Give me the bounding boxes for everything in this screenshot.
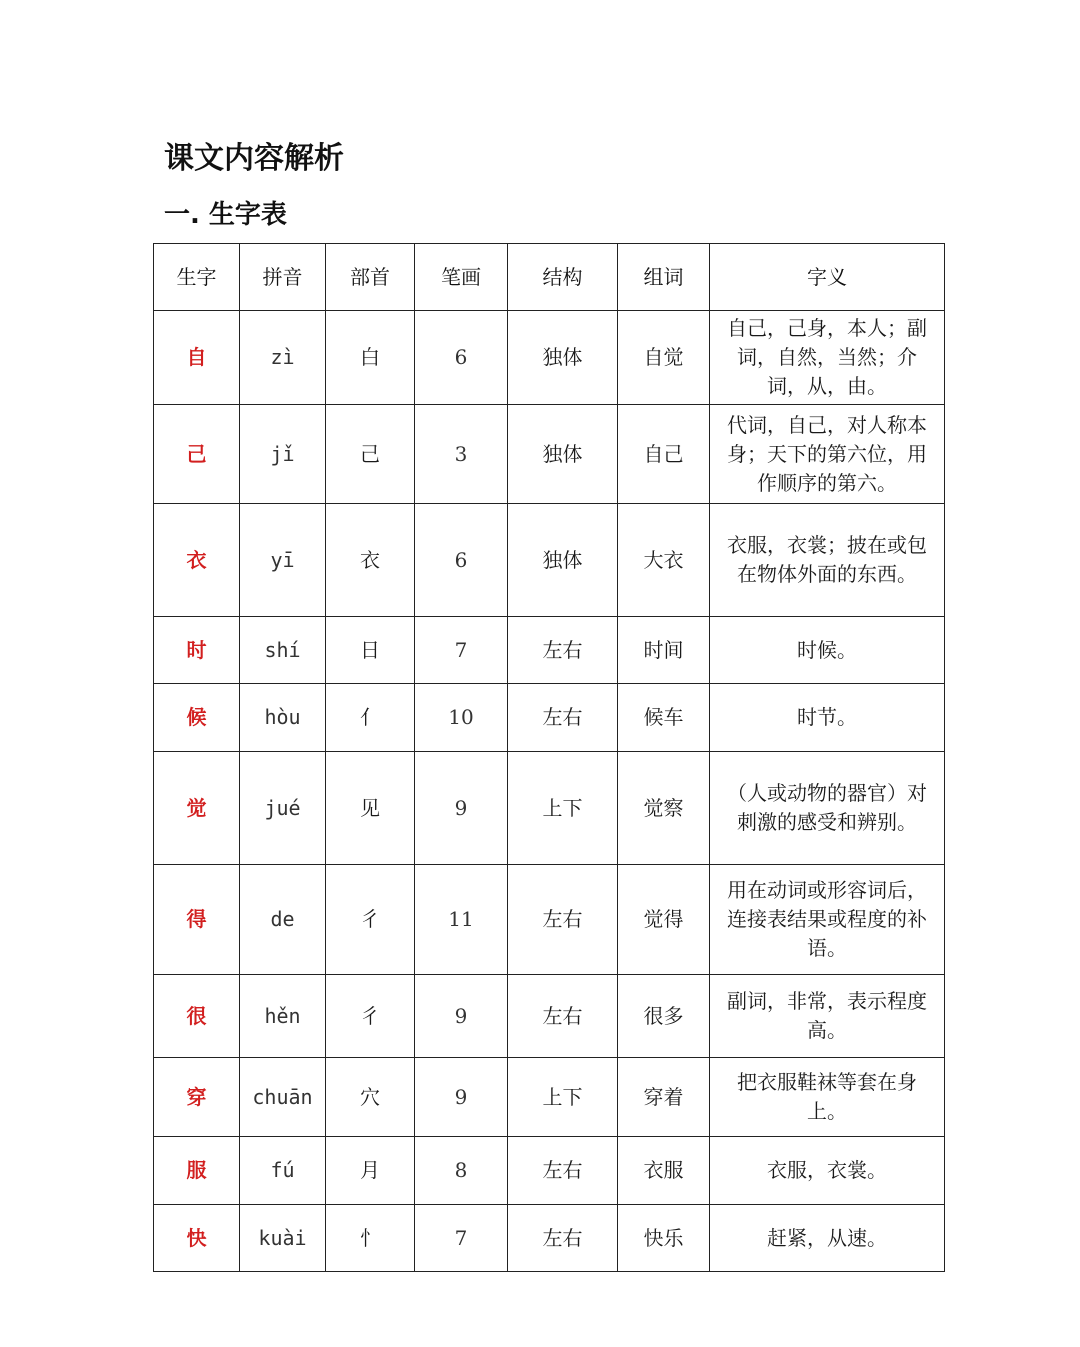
header-radical: 部首 [326,244,415,311]
header-meaning: 字义 [710,244,945,311]
cell-structure: 上下 [508,1058,618,1137]
table-row [154,1205,945,1272]
cell-meaning: 代词，自己，对人称本身；天下的第六位，用作顺序的第六。 [710,405,945,504]
cell-char: 候 [154,684,240,752]
table-header-row [154,244,945,311]
cell-structure: 左右 [508,865,618,975]
cell-word: 候车 [618,684,710,752]
table-row [154,311,945,405]
cell-strokes: 6 [415,311,508,405]
cell-structure: 独体 [508,504,618,617]
cell-strokes: 7 [415,617,508,684]
cell-strokes: 8 [415,1137,508,1205]
document-title: 课文内容解析 [164,141,344,176]
cell-strokes: 11 [415,865,508,975]
cell-meaning: 用在动词或形容词后，连接表结果或程度的补语。 [710,865,945,975]
table-row [154,405,945,504]
cell-strokes: 6 [415,504,508,617]
cell-structure: 左右 [508,1137,618,1205]
cell-pinyin: de [240,865,326,975]
cell-meaning: 自己，己身，本人；副词，自然，当然；介词，从，由。 [710,311,945,405]
cell-strokes: 9 [415,752,508,865]
header-word: 组词 [618,244,710,311]
header-char: 生字 [154,244,240,311]
cell-word: 穿着 [618,1058,710,1137]
cell-structure: 左右 [508,684,618,752]
cell-radical: 穴 [326,1058,415,1137]
table-row [154,752,945,865]
cell-structure: 左右 [508,975,618,1058]
cell-word: 大衣 [618,504,710,617]
cell-structure: 独体 [508,405,618,504]
cell-word: 自觉 [618,311,710,405]
cell-word: 衣服 [618,1137,710,1205]
cell-strokes: 7 [415,1205,508,1272]
cell-pinyin: zì [240,311,326,405]
cell-pinyin: fú [240,1137,326,1205]
cell-meaning: 衣服，衣裳；披在或包在物体外面的东西。 [710,504,945,617]
cell-char: 时 [154,617,240,684]
cell-radical: 白 [326,311,415,405]
cell-meaning: （人或动物的器官）对刺激的感受和辨别。 [710,752,945,865]
table-row [154,617,945,684]
cell-char: 很 [154,975,240,1058]
table-row [154,504,945,617]
table-row [154,684,945,752]
header-pinyin: 拼音 [240,244,326,311]
cell-radical: 见 [326,752,415,865]
cell-strokes: 9 [415,975,508,1058]
cell-pinyin: kuài [240,1205,326,1272]
cell-radical: 忄 [326,1205,415,1272]
cell-strokes: 3 [415,405,508,504]
cell-radical: 亻 [326,684,415,752]
table-row [154,1058,945,1137]
cell-meaning: 时节。 [710,684,945,752]
cell-pinyin: jǐ [240,405,326,504]
cell-radical: 月 [326,1137,415,1205]
cell-pinyin: hěn [240,975,326,1058]
header-structure: 结构 [508,244,618,311]
header-strokes: 笔画 [415,244,508,311]
cell-radical: 彳 [326,975,415,1058]
table-row [154,1137,945,1205]
cell-char: 穿 [154,1058,240,1137]
cell-char: 觉 [154,752,240,865]
cell-radical: 己 [326,405,415,504]
section-title: 一. 生字表 [164,200,287,230]
cell-structure: 上下 [508,752,618,865]
table-row [154,975,945,1058]
cell-word: 时间 [618,617,710,684]
cell-meaning: 副词，非常，表示程度高。 [710,975,945,1058]
cell-radical: 彳 [326,865,415,975]
cell-word: 觉得 [618,865,710,975]
cell-structure: 左右 [508,1205,618,1272]
cell-strokes: 9 [415,1058,508,1137]
cell-pinyin: yī [240,504,326,617]
cell-char: 服 [154,1137,240,1205]
cell-meaning: 衣服，衣裳。 [710,1137,945,1205]
cell-meaning: 时候。 [710,617,945,684]
cell-char: 自 [154,311,240,405]
cell-structure: 独体 [508,311,618,405]
cell-word: 很多 [618,975,710,1058]
cell-word: 自己 [618,405,710,504]
cell-pinyin: shí [240,617,326,684]
cell-char: 衣 [154,504,240,617]
cell-pinyin: hòu [240,684,326,752]
table-row [154,865,945,975]
cell-meaning: 赶紧，从速。 [710,1205,945,1272]
cell-radical: 衣 [326,504,415,617]
vocabulary-table [153,243,945,1272]
cell-char: 快 [154,1205,240,1272]
cell-char: 得 [154,865,240,975]
cell-meaning: 把衣服鞋袜等套在身上。 [710,1058,945,1137]
cell-word: 觉察 [618,752,710,865]
cell-strokes: 10 [415,684,508,752]
cell-structure: 左右 [508,617,618,684]
cell-char: 己 [154,405,240,504]
cell-pinyin: jué [240,752,326,865]
cell-pinyin: chuān [240,1058,326,1137]
cell-word: 快乐 [618,1205,710,1272]
cell-radical: 日 [326,617,415,684]
